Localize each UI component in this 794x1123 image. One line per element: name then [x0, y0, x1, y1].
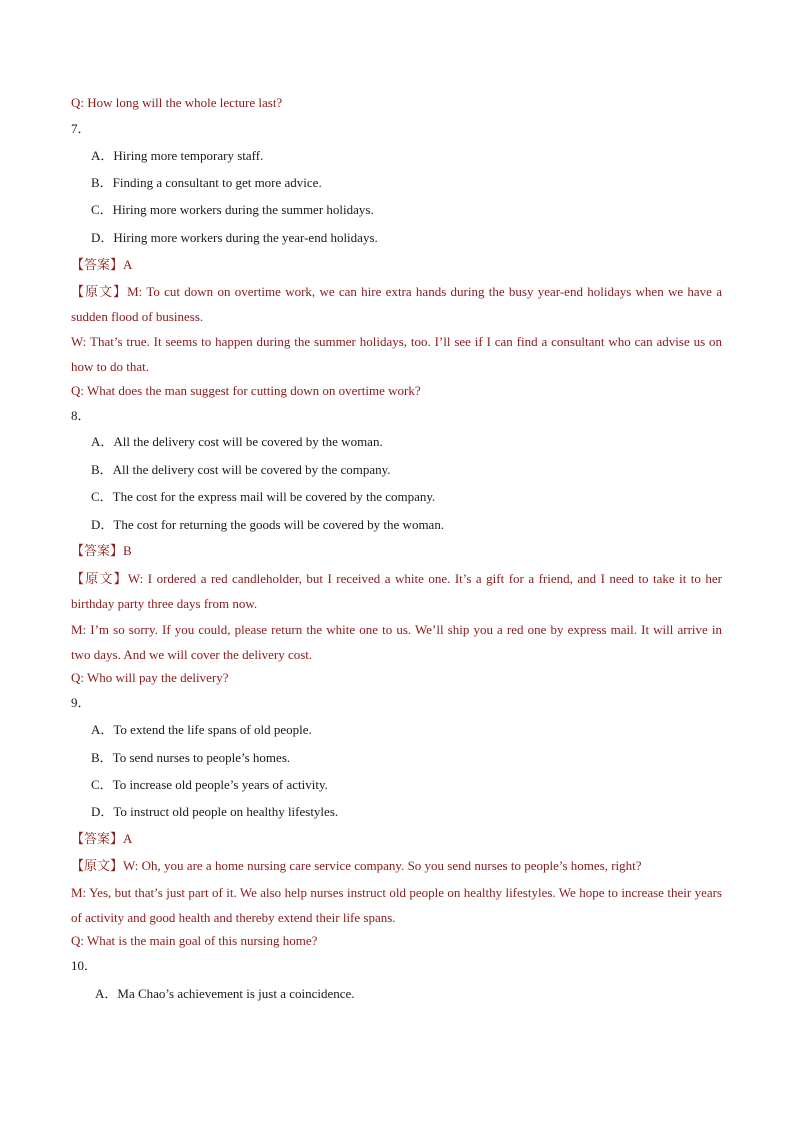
option-a: A．To extend the life spans of old people.	[91, 722, 312, 737]
question-number: 8．	[71, 408, 91, 423]
question-number: 9．	[71, 695, 91, 710]
option-a: A．Ma Chao’s achievement is just a coincidence.	[95, 986, 355, 1001]
question-number: 7．	[71, 121, 91, 136]
transcript-label: 【原文】	[71, 858, 124, 873]
transcript-paragraph	[71, 279, 722, 329]
answer-value: A	[123, 831, 133, 846]
option-d: D．The cost for returning the goods will be covered by the woman.	[91, 517, 445, 532]
answer-label: 【答案】	[71, 543, 124, 558]
option-d: D．To instruct old people on healthy lifestyles.	[91, 804, 339, 819]
transcript-paragraph	[71, 566, 722, 616]
transcript-question: Q: Who will pay the delivery?	[71, 670, 229, 685]
transcript-speaker-line: M: To cut down on overtime work, we can hire extra hands during the busy year-end holidays when we have a sudden flood of business.	[71, 284, 722, 324]
answer-label: 【答案】	[71, 257, 124, 272]
option-c: C．To increase old people’s years of activity.	[91, 777, 328, 792]
transcript-speaker-line: W: Oh, you are a home nursing care service company. So you send nurses to people’s homes, right?	[123, 858, 642, 873]
question-text: Q: How long will the whole lecture last?	[71, 95, 283, 110]
transcript-speaker-line: W: That’s true. It seems to happen during the summer holidays, too. I’ll see if I can find a consultant who can advise us on how to do that.	[71, 334, 722, 374]
transcript-label: 【原文】	[71, 284, 128, 299]
transcript-speaker-line: M: I’m so sorry. If you could, please return the white one to us. We’ll ship you a red one by express mail. It will arrive in two days. And we will cover the delivery cost.	[71, 622, 722, 662]
answer-value: A	[123, 257, 133, 272]
question-number: 10．	[71, 958, 98, 973]
answer-line	[71, 257, 132, 273]
transcript-paragraph	[71, 617, 722, 667]
transcript-speaker-line: W: I ordered a red candleholder, but I received a white one. It’s a gift for a friend, and I need to take it to her birthday party three days from now.	[71, 571, 722, 611]
option-b: B．To send nurses to people’s homes.	[91, 750, 291, 765]
transcript-paragraph	[71, 329, 722, 379]
transcript-question: Q: What is the main goal of this nursing home?	[71, 933, 318, 948]
transcript-paragraph	[71, 858, 642, 874]
answer-value: B	[123, 543, 132, 558]
option-d: D．Hiring more workers during the year-end holidays.	[91, 230, 378, 245]
option-b: B．All the delivery cost will be covered by the company.	[91, 462, 391, 477]
option-c: C．Hiring more workers during the summer holidays.	[91, 202, 374, 217]
answer-label: 【答案】	[71, 831, 124, 846]
transcript-paragraph	[71, 880, 722, 930]
transcript-label: 【原文】	[71, 571, 128, 586]
option-a: A．Hiring more temporary staff.	[91, 148, 264, 163]
transcript-question: Q: What does the man suggest for cutting down on overtime work?	[71, 383, 421, 398]
option-c: C．The cost for the express mail will be covered by the company.	[91, 489, 436, 504]
answer-line	[71, 831, 132, 847]
option-a: A．All the delivery cost will be covered by the woman.	[91, 434, 383, 449]
transcript-speaker-line: M: Yes, but that’s just part of it. We also help nurses instruct old people on healthy lifestyles. We hope to increase their years of activity and good health and thereby extend their life spans.	[71, 885, 722, 925]
option-b: B．Finding a consultant to get more advice.	[91, 175, 322, 190]
answer-line	[71, 543, 132, 559]
